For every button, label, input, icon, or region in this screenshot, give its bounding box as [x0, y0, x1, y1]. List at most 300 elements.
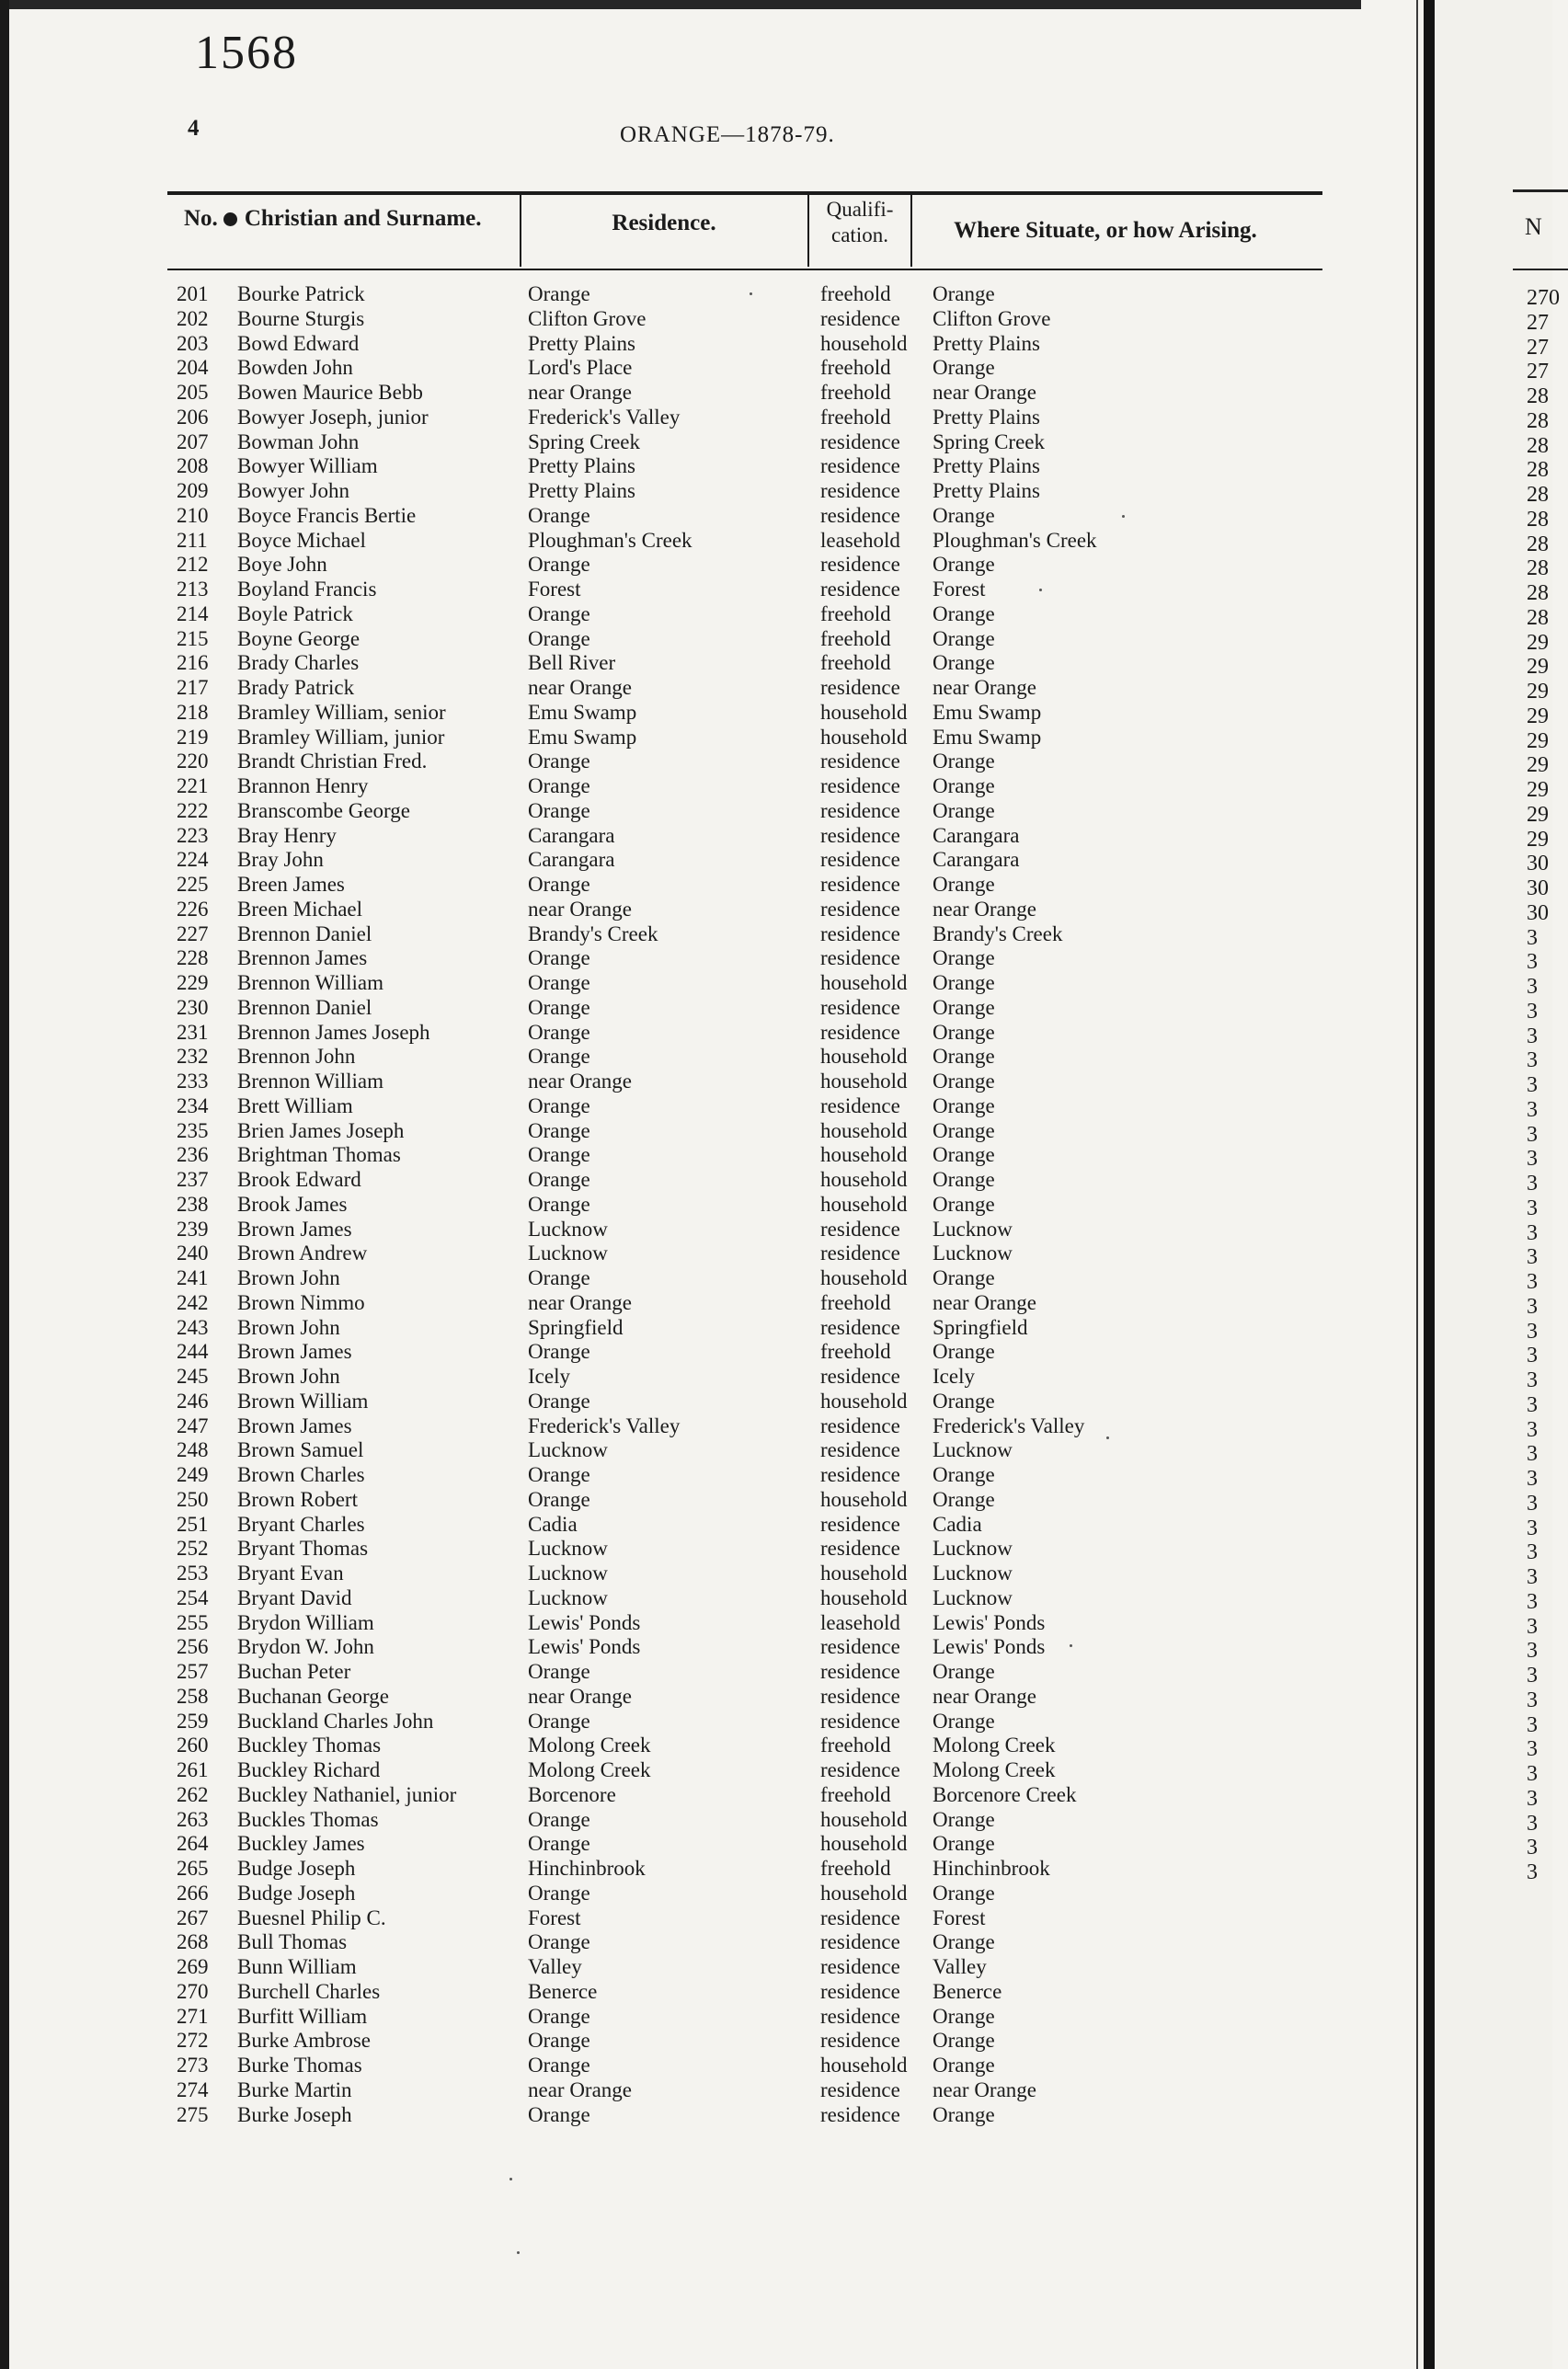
- column-header-name-label: Christian and Surname.: [244, 206, 482, 231]
- entry-qualification: household: [820, 2054, 908, 2077]
- entry-where: Pretty Plains: [933, 405, 1040, 429]
- entry-residence: Orange: [528, 1881, 590, 1905]
- entry-residence: Brandy's Creek: [528, 921, 658, 945]
- facing-page-number: 3: [1527, 1220, 1538, 1245]
- entry-number: 246: [177, 1389, 209, 1413]
- entry-row: [0, 454, 1361, 479]
- entry-number: 234: [177, 1093, 209, 1117]
- entry-qualification: household: [820, 331, 908, 355]
- entry-qualification: household: [820, 1562, 908, 1585]
- entry-where: Carangara: [933, 848, 1020, 872]
- entry-residence: Orange: [528, 946, 590, 970]
- entry-number: 273: [177, 2054, 209, 2077]
- entry-number: 254: [177, 1585, 209, 1609]
- entry-row: [0, 898, 1361, 922]
- facing-page-number: 3: [1527, 1712, 1538, 1737]
- entry-where: Springfield: [933, 1315, 1028, 1339]
- entry-residence: Orange: [528, 774, 590, 797]
- entry-where: Orange: [933, 626, 995, 650]
- ink-speck: [750, 292, 752, 295]
- entry-number: 218: [177, 700, 209, 724]
- entry-where: near Orange: [933, 2077, 1037, 2101]
- entry-qualification: residence: [820, 1537, 900, 1561]
- entry-row: [0, 2005, 1361, 2030]
- scan-edge-top: [9, 0, 1361, 9]
- entry-name: Brown Samuel: [237, 1438, 364, 1462]
- entry-residence: Pretty Plains: [528, 479, 635, 502]
- entry-residence: Lewis' Ponds: [528, 1635, 641, 1659]
- entry-number: 275: [177, 2102, 209, 2126]
- page-number: 4: [188, 116, 200, 141]
- entry-where: Orange: [933, 1093, 995, 1117]
- entry-qualification: residence: [820, 1093, 900, 1117]
- facing-page-number: 29: [1527, 655, 1549, 680]
- facing-page-number: 3: [1527, 1786, 1538, 1811]
- entry-name: Brown John: [237, 1315, 340, 1339]
- entry-name: Brandt Christian Fred.: [237, 750, 428, 773]
- entry-number: 267: [177, 1906, 209, 1929]
- entry-qualification: residence: [820, 774, 900, 797]
- entry-qualification: household: [820, 1118, 908, 1142]
- entry-qualification: freehold: [820, 1857, 891, 1880]
- entry-qualification: freehold: [820, 626, 891, 650]
- entry-name: Bryant Evan: [237, 1562, 344, 1585]
- entry-residence: Borcenore: [528, 1782, 616, 1806]
- entry-qualification: residence: [820, 1413, 900, 1437]
- entry-where: Carangara: [933, 823, 1020, 847]
- entry-name: Bryant Thomas: [237, 1537, 369, 1561]
- entry-row: [0, 1660, 1361, 1685]
- column-header-no: [184, 205, 482, 233]
- book-gutter: [1424, 0, 1435, 2369]
- facing-page-number: 3: [1527, 1073, 1538, 1097]
- entry-where: near Orange: [933, 381, 1037, 404]
- entry-residence: Orange: [528, 1168, 590, 1191]
- facing-page-number: 3: [1527, 1097, 1538, 1122]
- entry-where: Lucknow: [933, 1585, 1013, 1609]
- ink-speck: [1122, 515, 1125, 518]
- entry-residence: Icely: [528, 1365, 570, 1388]
- entry-number: 265: [177, 1857, 209, 1880]
- entry-residence: Orange: [528, 1463, 590, 1486]
- facing-page-number: 28: [1527, 384, 1549, 408]
- entry-residence: Orange: [528, 971, 590, 994]
- entry-name: Boye John: [237, 553, 327, 577]
- entry-row: [0, 651, 1361, 676]
- entry-qualification: freehold: [820, 1782, 891, 1806]
- entry-row: [0, 1045, 1361, 1070]
- entry-name: Bryant Charles: [237, 1512, 365, 1536]
- entry-qualification: residence: [820, 2029, 900, 2053]
- facing-page-number: 27: [1527, 335, 1549, 360]
- entry-residence: Orange: [528, 503, 590, 527]
- entry-number: 270: [177, 1979, 209, 2003]
- entry-number: 203: [177, 331, 209, 355]
- entry-number: 256: [177, 1635, 209, 1659]
- entry-residence: Molong Creek: [528, 1758, 651, 1781]
- entry-where: Ploughman's Creek: [933, 528, 1097, 552]
- facing-page-number: 3: [1527, 1048, 1538, 1073]
- entry-residence: Orange: [528, 1832, 590, 1856]
- entry-qualification: residence: [820, 1315, 900, 1339]
- entry-number: 274: [177, 2077, 209, 2101]
- entry-qualification: residence: [820, 1955, 900, 1978]
- entry-name: Burfitt William: [237, 2004, 368, 2028]
- entry-residence: Lord's Place: [528, 356, 633, 380]
- entry-qualification: freehold: [820, 381, 891, 404]
- entry-number: 219: [177, 725, 209, 749]
- entry-residence: Lewis' Ponds: [528, 1610, 641, 1634]
- entry-qualification: residence: [820, 1709, 900, 1733]
- entry-where: Orange: [933, 750, 995, 773]
- entry-qualification: residence: [820, 1906, 900, 1929]
- entry-number: 240: [177, 1242, 209, 1265]
- column-header-where: Where Situate, or how Arising.: [954, 218, 1257, 243]
- entry-qualification: residence: [820, 1438, 900, 1462]
- entry-where: Molong Creek: [933, 1734, 1056, 1757]
- entry-row: [0, 676, 1361, 701]
- entry-qualification: residence: [820, 873, 900, 896]
- entry-residence: Orange: [528, 798, 590, 822]
- facing-page-number: 28: [1527, 605, 1549, 630]
- facing-page-number: 29: [1527, 630, 1549, 655]
- entry-number: 261: [177, 1758, 209, 1781]
- entry-row: [0, 1070, 1361, 1094]
- entry-name: Bowyer Joseph, junior: [237, 405, 429, 429]
- entry-number: 201: [177, 282, 209, 305]
- entry-where: near Orange: [933, 897, 1037, 921]
- entry-qualification: residence: [820, 995, 900, 1019]
- entry-number: 222: [177, 798, 209, 822]
- entry-name: Boyland Francis: [237, 578, 377, 601]
- entry-name: Brennon Daniel: [237, 921, 372, 945]
- facing-page-number: 28: [1527, 433, 1549, 458]
- entry-where: Orange: [933, 2054, 995, 2077]
- entry-where: near Orange: [933, 676, 1037, 699]
- entry-name: Bowyer John: [237, 479, 350, 502]
- entry-residence: Orange: [528, 1709, 590, 1733]
- entry-residence: Orange: [528, 1389, 590, 1413]
- entry-qualification: residence: [820, 1758, 900, 1781]
- entry-qualification: residence: [820, 553, 900, 577]
- facing-page-number: 3: [1527, 1122, 1538, 1147]
- entry-where: Orange: [933, 1660, 995, 1683]
- entry-row: [0, 1832, 1361, 1857]
- entry-number: 216: [177, 651, 209, 675]
- facing-page-number: 29: [1527, 728, 1549, 753]
- entry-residence: Carangara: [528, 823, 615, 847]
- entry-row: [0, 1414, 1361, 1439]
- entry-row: [0, 1857, 1361, 1882]
- entry-number: 204: [177, 356, 209, 380]
- ink-speck: [509, 2178, 512, 2180]
- facing-page-number: 3: [1527, 1836, 1538, 1860]
- facing-page-number: 3: [1527, 1737, 1538, 1762]
- facing-page-number: 3: [1527, 1392, 1538, 1417]
- entry-row: [0, 1930, 1361, 1955]
- entry-qualification: residence: [820, 1979, 900, 2003]
- entry-row: [0, 1635, 1361, 1660]
- entry-name: Brannon Henry: [237, 774, 369, 797]
- entry-name: Buckley Nathaniel, junior: [237, 1782, 457, 1806]
- entry-residence: Frederick's Valley: [528, 405, 681, 429]
- entry-row: [0, 1463, 1361, 1488]
- facing-page-number: 3: [1527, 925, 1538, 950]
- entry-name: Buchan Peter: [237, 1660, 351, 1683]
- entry-residence: Spring Creek: [528, 429, 641, 453]
- entry-name: Boyle Patrick: [237, 601, 353, 625]
- entry-qualification: freehold: [820, 356, 891, 380]
- entry-qualification: residence: [820, 578, 900, 601]
- entry-row: [0, 356, 1361, 381]
- entry-number: 252: [177, 1537, 209, 1561]
- entry-number: 205: [177, 381, 209, 404]
- entry-where: Forest: [933, 1906, 986, 1929]
- facing-page-number: 3: [1527, 1589, 1538, 1614]
- entry-name: Brennon James Joseph: [237, 1020, 430, 1044]
- entry-qualification: residence: [820, 823, 900, 847]
- entry-row: [0, 1242, 1361, 1266]
- entry-row: [0, 1266, 1361, 1291]
- entry-where: Orange: [933, 1070, 995, 1093]
- entry-name: Brien James Joseph: [237, 1118, 405, 1142]
- entry-where: Orange: [933, 2004, 995, 2028]
- entry-residence: Orange: [528, 2102, 590, 2126]
- entry-where: Emu Swamp: [933, 725, 1042, 749]
- entry-residence: Lucknow: [528, 1562, 608, 1585]
- entry-name: Buchanan George: [237, 1684, 389, 1708]
- entry-row: [0, 848, 1361, 873]
- entry-qualification: household: [820, 1143, 908, 1167]
- entry-name: Bowyer William: [237, 454, 378, 478]
- entry-qualification: residence: [820, 676, 900, 699]
- entry-name: Brown Robert: [237, 1487, 358, 1511]
- entry-residence: Orange: [528, 282, 590, 305]
- facing-page-number: 30: [1527, 900, 1549, 925]
- entry-residence: Frederick's Valley: [528, 1413, 681, 1437]
- entry-residence: Cadia: [528, 1512, 578, 1536]
- entry-where: Orange: [933, 1487, 995, 1511]
- facing-page-number: 30: [1527, 852, 1549, 876]
- facing-page-number: 3: [1527, 1442, 1538, 1467]
- entry-residence: Lucknow: [528, 1242, 608, 1265]
- entry-number: 251: [177, 1512, 209, 1536]
- entry-where: Orange: [933, 1143, 995, 1167]
- entry-number: 268: [177, 1930, 209, 1954]
- entry-name: Bray Henry: [237, 823, 337, 847]
- entry-qualification: residence: [820, 306, 900, 330]
- entry-number: 238: [177, 1192, 209, 1216]
- entry-where: Orange: [933, 2102, 995, 2126]
- entry-row: [0, 602, 1361, 627]
- entry-where: Lucknow: [933, 1537, 1013, 1561]
- entry-row: [0, 799, 1361, 824]
- entry-row: [0, 1955, 1361, 1980]
- entry-row: [0, 1980, 1361, 2005]
- header-rule-top: [167, 191, 1322, 195]
- entry-residence: Orange: [528, 2004, 590, 2028]
- entry-number: 213: [177, 578, 209, 601]
- entry-where: Orange: [933, 1832, 995, 1856]
- entry-residence: Orange: [528, 1807, 590, 1831]
- entry-residence: Orange: [528, 601, 590, 625]
- entry-where: Molong Creek: [933, 1758, 1056, 1781]
- facing-page-number: 3: [1527, 1368, 1538, 1392]
- entry-number: 237: [177, 1168, 209, 1191]
- entry-number: 236: [177, 1143, 209, 1167]
- binding-shadow: [1416, 0, 1418, 2369]
- entry-where: Orange: [933, 774, 995, 797]
- entry-row: [0, 774, 1361, 799]
- entry-number: 260: [177, 1734, 209, 1757]
- entry-qualification: residence: [820, 503, 900, 527]
- entry-row: [0, 726, 1361, 750]
- entry-where: Orange: [933, 1045, 995, 1069]
- entry-residence: Carangara: [528, 848, 615, 872]
- entry-qualification: leasehold: [820, 1610, 900, 1634]
- elector-list: [0, 282, 1361, 2127]
- facing-page-number: 3: [1527, 1417, 1538, 1442]
- entry-name: Brennon William: [237, 971, 383, 994]
- ink-speck: [517, 2251, 520, 2254]
- entry-number: 227: [177, 921, 209, 945]
- entry-residence: Lucknow: [528, 1217, 608, 1241]
- entry-qualification: household: [820, 1487, 908, 1511]
- entry-residence: Orange: [528, 995, 590, 1019]
- entry-where: Forest: [933, 578, 986, 601]
- entry-name: Burchell Charles: [237, 1979, 381, 2003]
- facing-page-number: 3: [1527, 1172, 1538, 1196]
- column-header-qualification: Qualifi- cation.: [826, 198, 894, 246]
- entry-number: 255: [177, 1610, 209, 1634]
- facing-page-number: 3: [1527, 1811, 1538, 1836]
- entry-row: [0, 553, 1361, 578]
- entry-number: 263: [177, 1807, 209, 1831]
- entry-residence: Orange: [528, 626, 590, 650]
- entry-name: Breen Michael: [237, 897, 363, 921]
- entry-row: [0, 1882, 1361, 1906]
- entry-residence: Lucknow: [528, 1438, 608, 1462]
- entry-residence: Pretty Plains: [528, 331, 635, 355]
- entry-row: [0, 873, 1361, 898]
- entry-row: [0, 627, 1361, 652]
- entry-where: Orange: [933, 1930, 995, 1954]
- entry-name: Brennon Daniel: [237, 995, 372, 1019]
- facing-page-number: 3: [1527, 1491, 1538, 1516]
- entry-where: Pretty Plains: [933, 454, 1040, 478]
- entry-qualification: household: [820, 1070, 908, 1093]
- entry-number: 266: [177, 1881, 209, 1905]
- entry-name: Brown James: [237, 1413, 352, 1437]
- entry-name: Brown James: [237, 1340, 352, 1364]
- entry-row: [0, 1488, 1361, 1513]
- ink-speck: [1106, 1436, 1109, 1439]
- entry-residence: Clifton Grove: [528, 306, 647, 330]
- entry-residence: Orange: [528, 2029, 590, 2053]
- facing-page-number: 28: [1527, 532, 1549, 556]
- entry-residence: Orange: [528, 1020, 590, 1044]
- entry-qualification: leasehold: [820, 528, 900, 552]
- entry-where: Lucknow: [933, 1562, 1013, 1585]
- entry-row: [0, 1710, 1361, 1734]
- entry-where: Orange: [933, 873, 995, 896]
- entry-residence: Valley: [528, 1955, 582, 1978]
- entry-row: [0, 1906, 1361, 1931]
- entry-qualification: household: [820, 1881, 908, 1905]
- entry-row: [0, 1168, 1361, 1193]
- entry-qualification: freehold: [820, 282, 891, 305]
- entry-number: 228: [177, 946, 209, 970]
- entry-number: 262: [177, 1782, 209, 1806]
- entry-row: [0, 1291, 1361, 1316]
- entry-name: Buckley James: [237, 1832, 365, 1856]
- facing-page-number: 3: [1527, 1540, 1538, 1565]
- entry-name: Brown James: [237, 1217, 352, 1241]
- entry-where: Orange: [933, 946, 995, 970]
- entry-where: Pretty Plains: [933, 479, 1040, 502]
- entry-row: [0, 529, 1361, 554]
- entry-qualification: household: [820, 700, 908, 724]
- entry-name: Bourke Patrick: [237, 282, 365, 305]
- entry-residence: Orange: [528, 553, 590, 577]
- entry-where: Pretty Plains: [933, 331, 1040, 355]
- facing-page-number: 3: [1527, 1664, 1538, 1688]
- entry-residence: Forest: [528, 578, 581, 601]
- entry-name: Bowden John: [237, 356, 353, 380]
- facing-page-number: 3: [1527, 1319, 1538, 1344]
- entry-row: [0, 1685, 1361, 1710]
- entry-number: 259: [177, 1709, 209, 1733]
- entry-name: Bramley William, senior: [237, 700, 446, 724]
- entry-row: [0, 946, 1361, 971]
- entry-where: Spring Creek: [933, 429, 1046, 453]
- entry-qualification: residence: [820, 1365, 900, 1388]
- entry-row: [0, 578, 1361, 602]
- entry-number: 206: [177, 405, 209, 429]
- entry-where: Lewis' Ponds: [933, 1635, 1046, 1659]
- entry-number: 207: [177, 429, 209, 453]
- entry-residence: Orange: [528, 2054, 590, 2077]
- entry-name: Brook Edward: [237, 1168, 361, 1191]
- entry-where: Orange: [933, 1168, 995, 1191]
- entry-number: 264: [177, 1832, 209, 1856]
- entry-row: [0, 1562, 1361, 1586]
- entry-number: 253: [177, 1562, 209, 1585]
- entry-qualification: residence: [820, 2004, 900, 2028]
- entry-residence: Emu Swamp: [528, 725, 637, 749]
- entry-number: 217: [177, 676, 209, 699]
- entry-row: [0, 1316, 1361, 1341]
- entry-name: Buckley Thomas: [237, 1734, 382, 1757]
- facing-page-number: 28: [1527, 483, 1549, 507]
- entry-where: near Orange: [933, 1290, 1037, 1314]
- entry-name: Branscombe George: [237, 798, 410, 822]
- entry-number: 249: [177, 1463, 209, 1486]
- entry-residence: near Orange: [528, 1070, 633, 1093]
- entry-row: [0, 1758, 1361, 1783]
- facing-page-number: 3: [1527, 999, 1538, 1024]
- facing-page-number: 29: [1527, 753, 1549, 778]
- entry-qualification: residence: [820, 1242, 900, 1265]
- entry-where: Orange: [933, 1709, 995, 1733]
- column-header-residence: Residence.: [612, 211, 716, 235]
- entry-where: Borcenore Creek: [933, 1782, 1077, 1806]
- entry-number: 258: [177, 1684, 209, 1708]
- facing-page-number: 28: [1527, 581, 1549, 605]
- entry-residence: Springfield: [528, 1315, 624, 1339]
- facing-page-number: 3: [1527, 1614, 1538, 1639]
- entry-name: Brown William: [237, 1389, 369, 1413]
